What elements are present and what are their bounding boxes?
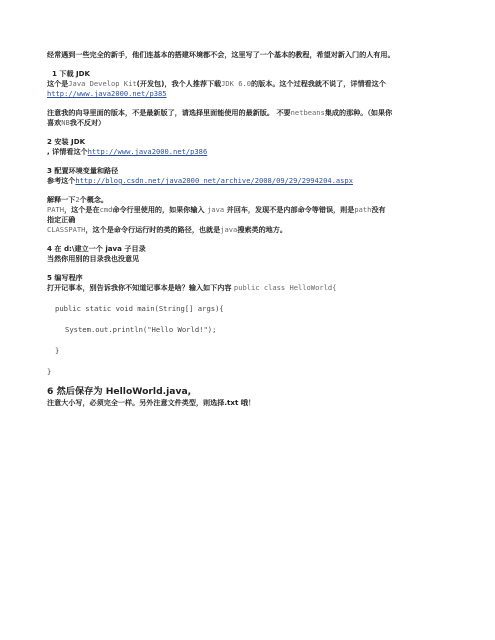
section-3-classpath xyxy=(47,225,457,235)
section-3-title: 3 配置环境变量和路径 xyxy=(47,166,119,175)
text: ，这个是命令行运行时的类的路径，也就是 xyxy=(85,225,221,234)
section-1-link-line xyxy=(47,89,457,99)
section-1-title-text: 1 下载 JDK xyxy=(51,69,91,78)
mono-text: CLASSPATH xyxy=(47,225,86,234)
code-line-3: } xyxy=(55,346,60,355)
section-6-line: 注意大小写，必须完全一样。另外注意文件类型，则选择.txt 哦！ xyxy=(47,398,256,407)
section-6-title xyxy=(47,386,457,398)
mono-text: java xyxy=(220,225,238,234)
text: 的版本。这个过程我就不说了，详情看这个 xyxy=(251,79,386,88)
text: 个概念。 xyxy=(79,195,109,204)
text: 喜欢 xyxy=(47,118,62,127)
section-4-line: 当然你用别的目录我也没意见 xyxy=(47,254,140,263)
text: 并回车，发现不是内部命令等错误，则是 xyxy=(226,205,355,214)
section-3-path xyxy=(47,205,457,215)
filename-text: HelloWorld.java, xyxy=(105,386,192,397)
document-page xyxy=(47,50,457,408)
text: 这个是 xyxy=(47,79,69,88)
text: 解释一下 xyxy=(47,195,76,204)
text: 注意我的向导里面的版本，不是最新版了，请选择里面能使用的最新版。 不要 xyxy=(47,108,291,117)
text: 打开记事本，别告诉我你不知道记事本是啥？输入如下内容 xyxy=(47,283,232,292)
section-1-note-2 xyxy=(47,118,457,128)
intro-paragraph: 经常遇到一些完全的新手，他们连基本的搭建环境都不会，这里写了一个基本的教程，希望对新入门的人有用。 xyxy=(47,50,395,59)
section-5-title: 5 编写程序 xyxy=(47,273,83,282)
mono-text: netbeans xyxy=(290,108,325,117)
mono-text: 2 xyxy=(75,195,80,204)
section-5-line xyxy=(47,283,457,293)
section-3-line xyxy=(47,176,457,186)
section-3-path-2: 指定正确 xyxy=(47,215,76,224)
mono-text: JDK 6.0 xyxy=(221,79,252,88)
section-2-title: 2 安装 JDK xyxy=(47,137,86,146)
code-line-2: System.out.println("Hello World!"); xyxy=(65,325,217,334)
jdk-download-link[interactable]: http://www.java2000.net/p385 xyxy=(47,89,167,98)
section-2-line xyxy=(47,147,457,157)
section-1-title xyxy=(47,69,457,79)
mono-text: path xyxy=(354,205,372,214)
jdk-install-link[interactable]: http://www.java2000.net/p386 xyxy=(87,147,208,156)
mono-text: Java Develop Kit xyxy=(68,79,137,88)
mono-text: cmd xyxy=(99,205,113,214)
text: 我不反对） xyxy=(69,118,106,127)
section-1-line xyxy=(47,79,457,89)
code-line-4: } xyxy=(47,367,52,376)
mono-text: NB xyxy=(61,118,70,127)
section-4-title: 4 在 d:\建立一个 java 子目录 xyxy=(47,244,146,253)
code-line-1: public static void main(String[] args){ xyxy=(55,304,224,313)
text: 搜索类的地方。 xyxy=(237,225,287,234)
mono-text: java xyxy=(207,205,225,214)
text: 命令行里使用的，如果你输入 xyxy=(112,205,205,214)
text: 6 然后保存为 xyxy=(47,386,103,397)
section-1-note xyxy=(47,108,457,118)
text: ，这个是在 xyxy=(64,205,100,214)
text: , 详情看这个 xyxy=(47,147,88,156)
text: 参考这个 xyxy=(47,176,76,185)
text: 集成的那种。（如果你 xyxy=(324,108,393,117)
mono-text: PATH xyxy=(47,205,65,214)
mono-text: public class HelloWorld{ xyxy=(233,283,337,292)
env-config-link[interactable]: http://blog.csdn.net/java2000_net/archive/2008/09/29/2994204.aspx xyxy=(75,176,353,185)
section-3-explain xyxy=(47,195,457,205)
text: 没有 xyxy=(371,205,386,214)
text: (开发包)，我个人推荐下载 xyxy=(136,79,222,88)
